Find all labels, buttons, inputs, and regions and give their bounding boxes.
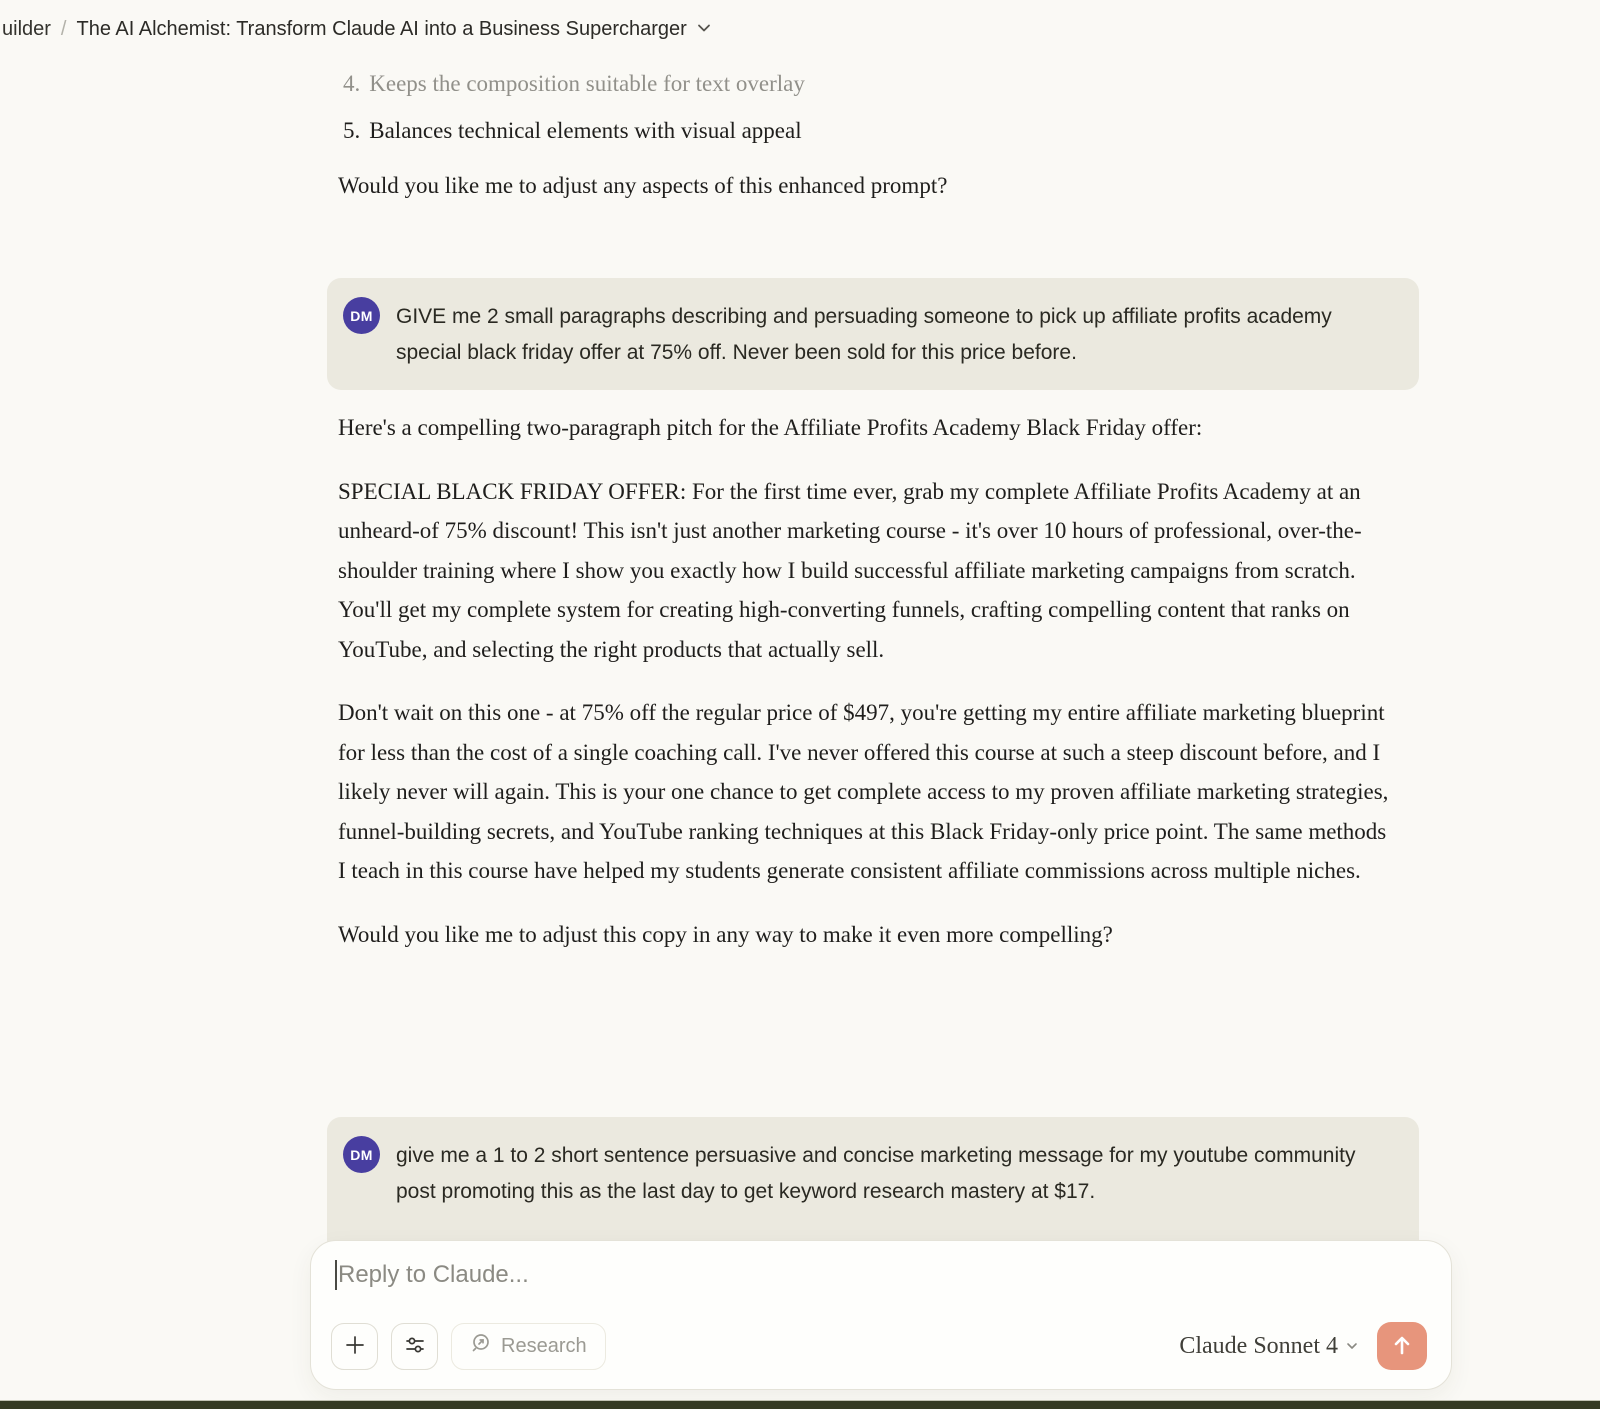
header [0,0,1600,58]
list-item-number: 5. [343,118,361,143]
user-message [327,278,1419,390]
list-item [338,111,1396,151]
send-button[interactable] [1377,1322,1427,1370]
sliders-icon [404,1334,426,1359]
research-icon [470,1332,492,1360]
chevron-down-icon [696,17,712,42]
assistant-message [338,408,1396,954]
chevron-down-icon [1345,1333,1359,1360]
list-item-text: Balances technical elements with visual appeal [369,118,802,143]
conversation-title-dropdown[interactable] [76,17,711,42]
model-selector-label: Claude Sonnet 4 [1179,1332,1338,1359]
list-item [338,64,1396,104]
reply-input[interactable] [335,1257,1427,1293]
tools-button[interactable] [391,1323,438,1370]
assistant-paragraph: Would you like me to adjust this copy in any way to make it even more compelling? [338,921,1113,947]
list-item-number: 4. [343,71,361,96]
breadcrumb-separator: / [60,17,67,40]
avatar: DM [343,1136,380,1173]
assistant-question: Would you like me to adjust any aspects of this enhanced prompt? [338,173,948,198]
reply-input-placeholder: Reply to Claude... [338,1261,529,1288]
page-title: The AI Alchemist: Transform Claude AI into a Business Supercharger [76,17,687,40]
composer-toolbar [331,1321,1427,1371]
assistant-paragraph: Don't wait on this one - at 75% off the regular price of $497, you're getting my entire affiliate marketing blueprint for less than the cost of a single coaching call. I've never offered this course at such a steep discount before, and I likely never will again. This is your one chance to get complete access to my proven affiliate marketing strategies, funnel-building secrets, and YouTube ranking techniques at this Black Friday-only price point. The same methods I teach in this course have helped my students generate consistent affiliate commissions across multiple niches. [338,700,1389,883]
assistant-message-tail [338,64,1396,206]
breadcrumb[interactable]: uilder [2,17,51,40]
user-message [327,1117,1419,1259]
user-message-text: GIVE me 2 small paragraphs describing and persuading someone to pick up affiliate profits academy special black friday offer at 75% off. Never been sold for this price before. [396,305,1332,364]
research-label: Research [501,1334,587,1357]
plus-icon [344,1334,366,1359]
bottom-edge-strip [0,1400,1600,1409]
arrow-up-icon [1390,1333,1414,1360]
assistant-paragraph: Here's a compelling two-paragraph pitch for the Affiliate Profits Academy Black Friday offer: [338,415,1203,440]
attach-button[interactable] [331,1323,378,1370]
assistant-paragraph: SPECIAL BLACK FRIDAY OFFER: For the first time ever, grab my complete Affiliate Profits Academy at an unheard-of 75% discount! This isn't just another marketing course - it's over 10 hours of professional, over-the-shoulder training where I show you exactly how I build successful affiliate marketing campaigns from scratch. You'll get my complete system for creating high-converting funnels, crafting compelling content that ranks on YouTube, and selecting the right products that actually sell. [338,478,1362,662]
research-button[interactable] [451,1323,606,1370]
avatar: DM [343,297,380,334]
composer [310,1240,1452,1390]
list-item-text: Keeps the composition suitable for text overlay [369,71,805,96]
model-selector[interactable] [1179,1333,1359,1360]
user-message-text: give me a 1 to 2 short sentence persuasive and concise marketing message for my youtube community post promoting this as the last day to get keyword research mastery at $17. [396,1144,1356,1203]
text-cursor [335,1260,337,1290]
